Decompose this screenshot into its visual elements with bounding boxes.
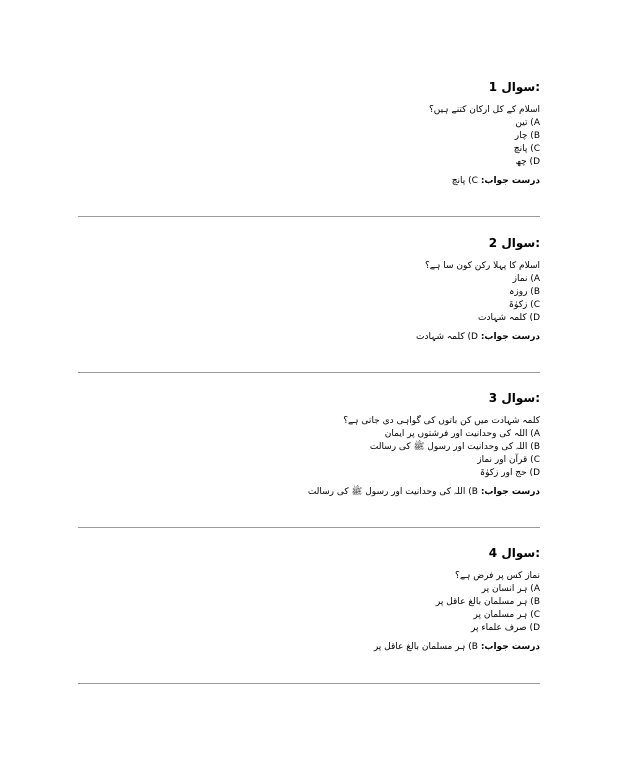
answer-value: D) کلمہ شہادت (416, 332, 478, 342)
option: D) صرف علماء پر (471, 623, 540, 633)
question-text: اسلام کے کل ارکان کتنے ہیں؟ (428, 105, 540, 115)
question-block (78, 391, 540, 499)
answer-label: درست جواب: (480, 176, 540, 186)
question-text: نماز کس پر فرض ہے؟ (455, 571, 540, 581)
option: D) حج اور زکوٰۃ (479, 468, 540, 478)
question-block (78, 546, 540, 654)
correct-answer (78, 331, 540, 344)
option: A) نماز (512, 274, 540, 284)
divider (78, 372, 540, 373)
option: A) تین (515, 118, 540, 128)
answer-label: درست جواب: (480, 642, 540, 652)
answer-value: B) اللہ کی وحدانیت اور رسول ﷺ کی رسالت (307, 487, 478, 497)
question-title: سوال 3: (488, 391, 540, 405)
correct-answer (78, 641, 540, 654)
question-title: سوال 4: (488, 546, 540, 560)
question-block (78, 80, 540, 188)
option: A) اللہ کی وحدانیت اور فرشتوں پر ایمان (384, 429, 540, 439)
option: C) قرآن اور نماز (477, 455, 540, 465)
option: D) کلمہ شہادت (478, 313, 540, 323)
answer-value: C) پانچ (451, 176, 478, 186)
question-text: کلمہ شہادت میں کن باتوں کی گواہی دی جاتی ہے؟ (343, 416, 540, 426)
question-text: اسلام کا پہلا رکن کون سا ہے؟ (425, 261, 540, 271)
option: B) اللہ کی وحدانیت اور رسول ﷺ کی رسالت (369, 442, 540, 452)
option: C) زکوٰۃ (508, 300, 540, 310)
answer-label: درست جواب: (480, 487, 540, 497)
question-title: سوال 1: (488, 80, 540, 94)
correct-answer (78, 175, 540, 188)
question-title: سوال 2: (488, 236, 540, 250)
answer-value: B) ہر مسلمان بالغ عاقل پر (373, 642, 478, 652)
divider (78, 216, 540, 217)
option: C) پانچ (513, 144, 540, 154)
option: B) چار (514, 131, 540, 141)
answer-label: درست جواب: (480, 332, 540, 342)
option: B) روزہ (509, 287, 540, 297)
option: D) چھ (515, 157, 540, 167)
option: A) ہر انسان پر (481, 584, 540, 594)
divider (78, 527, 540, 528)
option: B) ہر مسلمان بالغ عاقل پر (435, 597, 540, 607)
correct-answer (78, 486, 540, 499)
option: C) ہر مسلمان پر (473, 610, 540, 620)
divider (78, 683, 540, 684)
question-block (78, 236, 540, 344)
